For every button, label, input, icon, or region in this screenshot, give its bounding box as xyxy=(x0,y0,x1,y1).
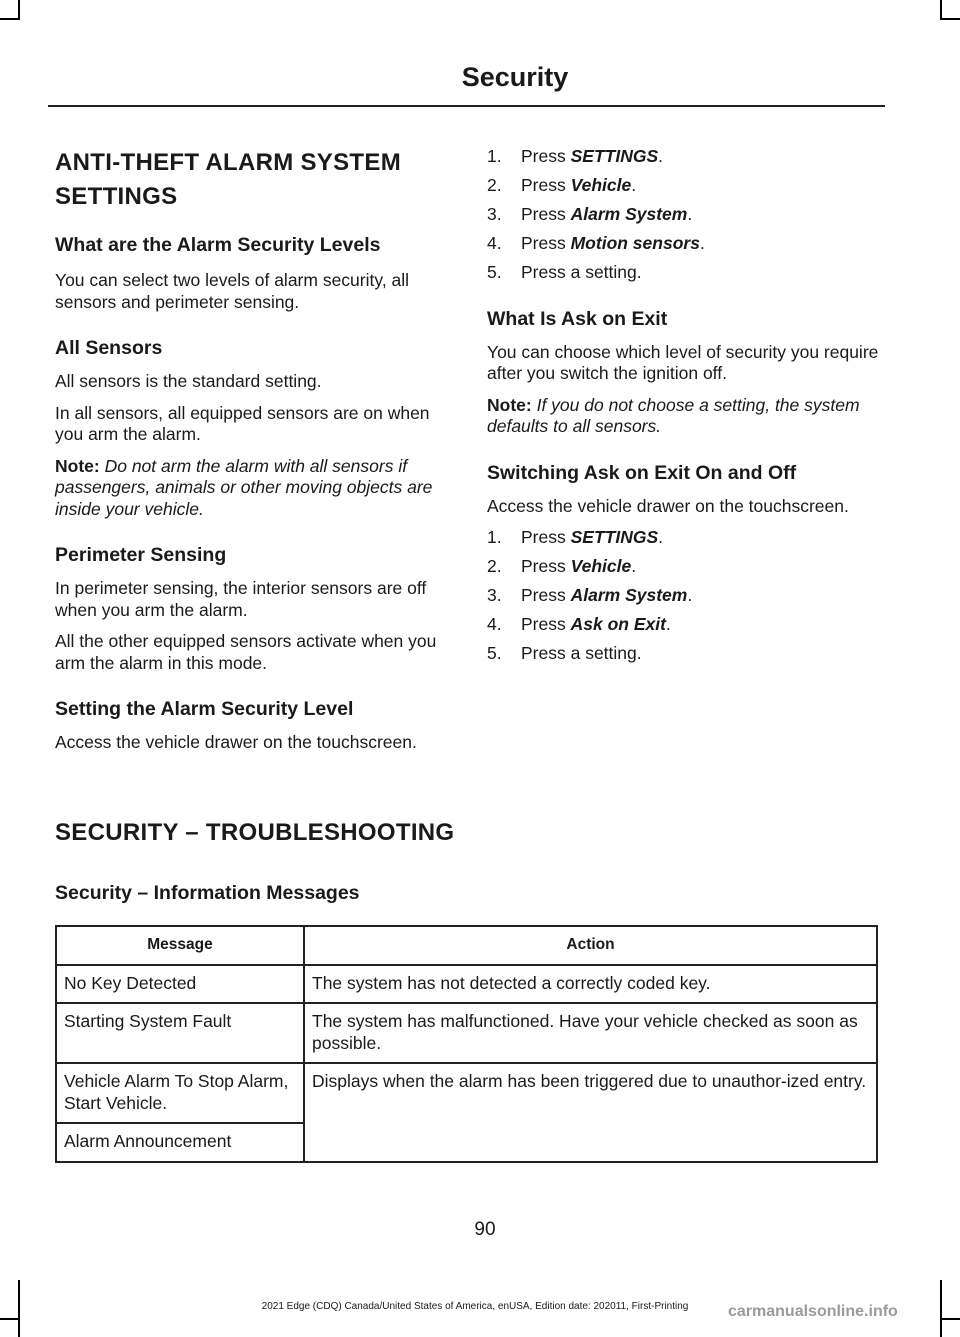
subheading-switching-ask-on-exit: Switching Ask on Exit On and Off xyxy=(487,461,797,484)
message-cell: No Key Detected xyxy=(56,965,304,1004)
note-text: If you do not choose a setting, the system defaults to all sensors. xyxy=(487,394,860,436)
paragraph-all-sensors-1: All sensors is the standard setting. xyxy=(55,371,322,391)
message-cell: Vehicle Alarm To Stop Alarm, Start Vehicle. xyxy=(56,1063,304,1123)
list-item: 3. Press Alarm System. xyxy=(487,585,693,605)
message-cell: Alarm Announcement xyxy=(56,1123,304,1162)
crop-mark-bottom-right-h xyxy=(940,1318,960,1320)
crop-mark-top-right-v xyxy=(940,0,942,20)
information-messages-table xyxy=(55,925,878,1163)
list-item: 2. Press Vehicle. xyxy=(487,175,637,195)
note-label: Note: xyxy=(55,455,100,476)
note-ask-on-exit xyxy=(487,395,882,438)
note-label: Note: xyxy=(487,394,532,415)
column-header-action: Action xyxy=(304,926,877,965)
crop-mark-bottom-left-h xyxy=(0,1318,20,1320)
section-heading-troubleshooting: SECURITY – TROUBLESHOOTING xyxy=(55,819,455,846)
crop-mark-top-left-v xyxy=(18,0,20,20)
subheading-alarm-levels: What are the Alarm Security Levels xyxy=(55,234,381,256)
subheading-perimeter-sensing: Perimeter Sensing xyxy=(55,544,227,566)
crop-mark-top-right-h xyxy=(940,18,960,20)
paragraph-levels: You can select two levels of alarm security, all sensors and perimeter sensing. xyxy=(55,270,410,312)
table-row xyxy=(56,965,877,1004)
footer-edition-info: 2021 Edge (CDQ) Canada/United States of America, enUSA, Edition date: 202011, First-Printing xyxy=(261,1301,689,1312)
paragraph-perimeter-1: In perimeter sensing, the interior sensors are off when you arm the alarm. xyxy=(55,578,427,620)
table-row xyxy=(56,1063,877,1123)
right-column xyxy=(487,146,882,687)
steps-list-alarm-level xyxy=(487,146,882,284)
left-column xyxy=(55,146,450,764)
list-item: 3. Press Alarm System. xyxy=(487,204,693,224)
page-header-title: Security xyxy=(461,62,569,92)
message-cell: Starting System Fault xyxy=(56,1003,304,1063)
list-item: 1. Press SETTINGS. xyxy=(487,527,663,547)
action-cell: The system has not detected a correctly coded key. xyxy=(304,965,877,1004)
list-item: 2. Press Vehicle. xyxy=(487,556,637,576)
list-item: 4. Press Ask on Exit. xyxy=(487,614,671,634)
table-row xyxy=(56,1003,877,1063)
list-item: 5. Press a setting. xyxy=(487,262,642,282)
subheading-ask-on-exit: What Is Ask on Exit xyxy=(487,307,668,330)
paragraph-setting: Access the vehicle drawer on the touchscreen. xyxy=(55,732,417,752)
action-cell: The system has malfunctioned. Have your vehicle checked as soon as possible. xyxy=(304,1003,877,1063)
crop-mark-top-left-h xyxy=(0,18,20,20)
paragraph-perimeter-2: All the other equipped sensors activate when you arm the alarm in this mode. xyxy=(55,631,437,673)
action-cell: Displays when the alarm has been triggered due to unauthor-ized entry. xyxy=(304,1063,877,1162)
column-header-message: Message xyxy=(56,926,304,965)
note-all-sensors xyxy=(55,456,450,521)
list-item: 1. Press SETTINGS. xyxy=(487,146,663,166)
paragraph-switching: Access the vehicle drawer on the touchscreen. xyxy=(487,495,849,516)
paragraph-all-sensors-2: In all sensors, all equipped sensors are on when you arm the alarm. xyxy=(55,402,430,444)
page-number: 90 xyxy=(474,1219,496,1240)
paragraph-ask-on-exit: You can choose which level of security you require after you switch the ignition off. xyxy=(487,341,879,383)
list-item: 4. Press Motion sensors. xyxy=(487,233,705,253)
subheading-information-messages: Security – Information Messages xyxy=(55,882,360,904)
header-divider xyxy=(48,105,885,107)
list-item: 5. Press a setting. xyxy=(487,643,642,663)
watermark-text: carmanualsonline.info xyxy=(728,1303,898,1320)
table-header-row xyxy=(56,926,877,965)
subheading-all-sensors: All Sensors xyxy=(55,337,163,359)
note-text: Do not arm the alarm with all sensors if passengers, animals or other moving objects are inside your vehicle. xyxy=(55,455,433,519)
troubleshooting-section xyxy=(55,816,885,918)
steps-list-ask-on-exit xyxy=(487,527,882,665)
subheading-setting-level: Setting the Alarm Security Level xyxy=(55,698,354,720)
section-heading-anti-theft: ANTI-THEFT ALARM SYSTEM SETTINGS xyxy=(55,149,401,210)
